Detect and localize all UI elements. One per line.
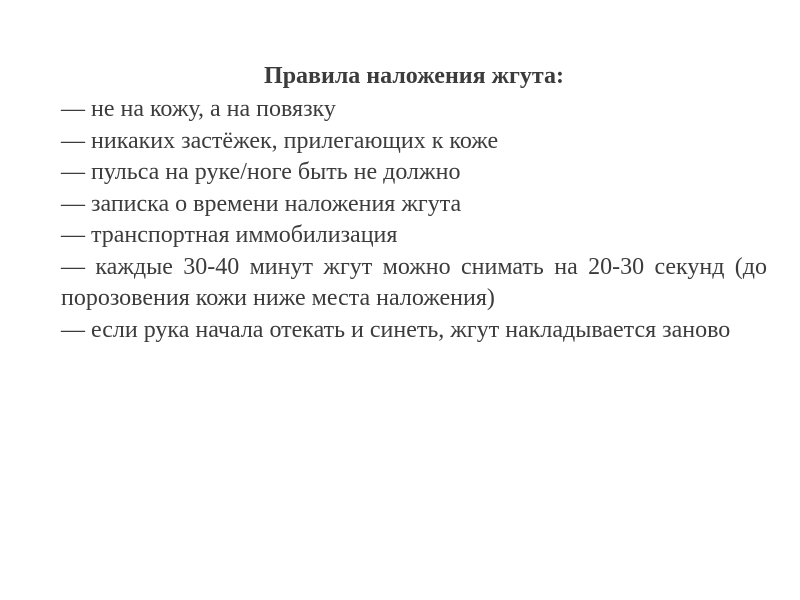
rule-item: — не на кожу, а на повязку <box>61 96 336 122</box>
rule-item: — транспортная иммобилизация <box>61 222 398 248</box>
rule-item: — если рука начала отекать и синеть, жгут накладывается заново <box>61 316 731 343</box>
rule-item: — пульса на руке/ноге быть не должно <box>61 159 461 185</box>
slide-title: Правила наложения жгута: <box>264 63 564 89</box>
rule-item: — никаких застёжек, прилегающих к коже <box>61 127 499 154</box>
rule-item: — каждые 30-40 минут жгут можно снимать на 20-30 секунд (до порозовения кожи ниже места наложения) <box>61 253 767 311</box>
slide-content <box>61 58 767 346</box>
rule-item: — записка о времени наложения жгута <box>61 190 462 217</box>
